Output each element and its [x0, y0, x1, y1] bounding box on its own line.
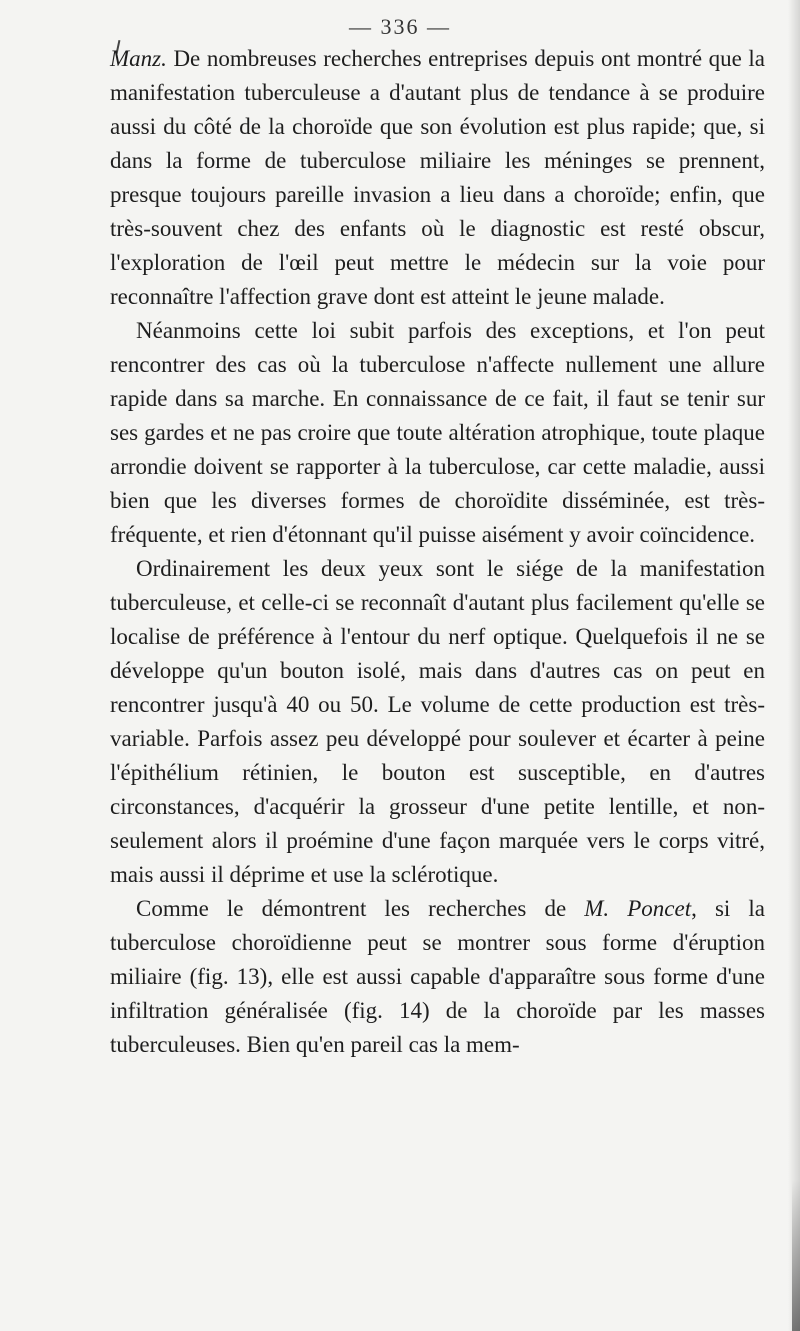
- author-citation: Manz.: [110, 46, 167, 71]
- page-number: — 336 —: [349, 14, 451, 39]
- page-edge-shadow: [788, 0, 800, 1331]
- page-edge-dark: [792, 1180, 800, 1331]
- paragraph-4-text-before: Comme le démontrent les recherches de: [136, 896, 585, 921]
- paragraph-1-text: De nombreuses recherches entreprises depuis ont montré que la manifestation tuberculeuse a d'autant plus de tendance à se produire aussi du côté de la choroïde que son évolution est plus rapide; que, si dans la forme de tuberculose miliaire les méninges se prennent, presque toujours pareille invasion a lieu dans a choroïde; enfin, que très-souvent chez des enfants où le diagnostic est resté obscur, l'exploration de l'œil peut mettre le médecin sur la voie pour reconnaître l'affection grave dont est atteint le jeune malade.: [110, 46, 765, 309]
- paragraph-4: [110, 892, 765, 1062]
- author-citation: M. Poncet: [584, 896, 692, 921]
- paragraph-3: Ordinairement les deux yeux sont le siége de la manifestation tuberculeuse, et celle-ci se reconnaît d'autant plus facilement qu'elle se localise de préférence à l'entour du nerf optique. Quelquefois il ne se développe qu'un bouton isolé, mais dans d'autres cas on peut en rencontrer jusqu'à 40 ou 50. Le volume de cette production est très-variable. Parfois assez peu développé pour soulever et écarter à peine l'épithélium rétinien, le bouton est susceptible, en d'autres circonstances, d'acquérir la grosseur d'une petite lentille, et non-seulement alors il proémine d'une façon marquée vers le corps vitré, mais aussi il déprime et use la sclérotique.: [110, 556, 765, 887]
- paragraph-2: Néanmoins cette loi subit parfois des exceptions, et l'on peut rencontrer des cas où la tuberculose n'affecte nullement une allure rapide dans sa marche. En connaissance de ce fait, il faut se tenir sur ses gardes et ne pas croire que toute altération atrophique, toute plaque arrondie doivent se rapporter à la tuberculose, car cette maladie, aussi bien que les diverses formes de choroïdite disséminée, est très-fréquente, et rien d'étonnant qu'il puisse aisément y avoir coïncidence.: [110, 318, 765, 547]
- paragraph-4-text-after: , si la tuberculose choroïdienne peut se montrer sous forme d'éruption miliaire (fig. 13), elle est aussi capable d'apparaître sous forme d'une infiltration généralisée (fig. 14) de la choroïde par les masses tuberculeuses. Bien qu'en pareil cas la mem-: [110, 896, 765, 1057]
- body-text: [110, 42, 765, 1062]
- paragraph-1: [110, 42, 765, 314]
